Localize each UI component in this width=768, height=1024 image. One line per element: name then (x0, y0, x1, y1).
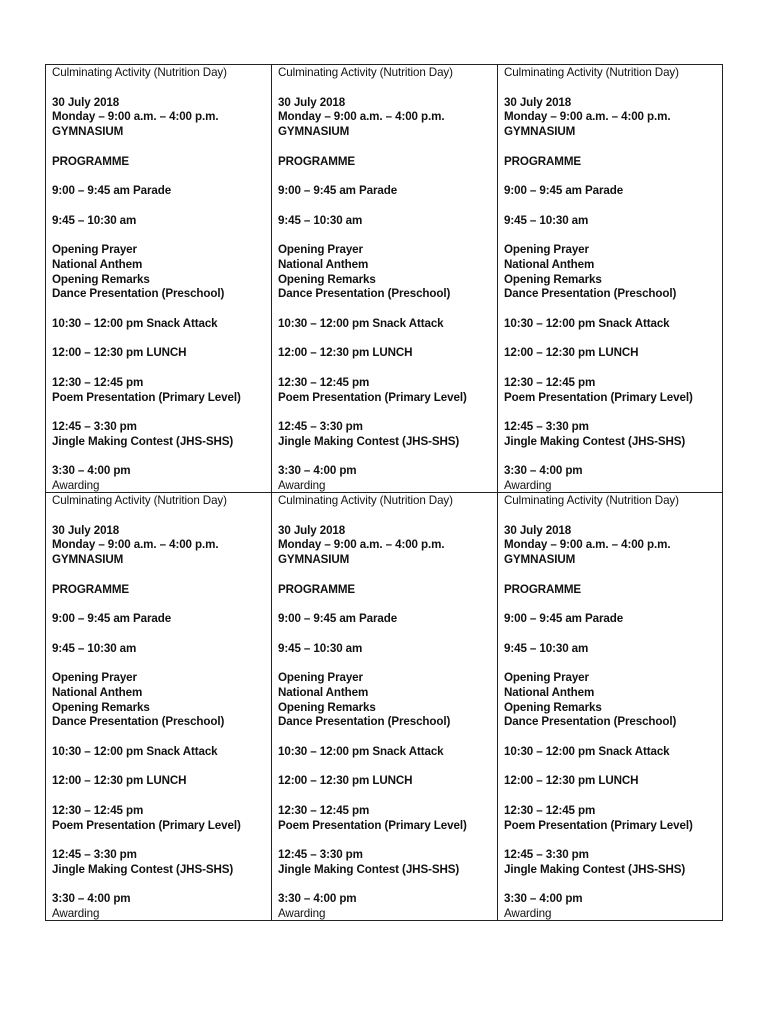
spacer (504, 332, 718, 347)
snack-item (278, 745, 491, 760)
poem-label: Poem Presentation (Primary Level) (504, 818, 693, 832)
spacer (278, 597, 491, 612)
jingle-label: Jingle Making Contest (JHS-SHS) (504, 434, 686, 448)
snack-label: Snack Attack (372, 744, 444, 758)
event-time: Monday – 9:00 a.m. – 4:00 p.m. (278, 110, 445, 124)
programme-card (46, 493, 271, 921)
snack-time: 10:30 – 12:00 pm (278, 744, 370, 758)
event-venue: GYMNASIUM (278, 125, 350, 138)
spacer (52, 789, 265, 804)
programme-heading: PROGRAMME (52, 582, 130, 596)
programme-heading: PROGRAMME (278, 154, 356, 168)
spacer (504, 228, 718, 243)
slot2-time: 9:45 – 10:30 am (278, 213, 363, 227)
awarding-label: Awarding (278, 479, 326, 492)
spacer (278, 199, 491, 214)
opening-remarks: Opening Remarks (504, 700, 602, 714)
opening-prayer: Opening Prayer (278, 671, 363, 684)
awarding-label: Awarding (504, 479, 552, 492)
dance-presentation: Dance Presentation (Preschool) (504, 715, 677, 729)
lunch-label: LUNCH (598, 774, 639, 788)
spacer (504, 140, 718, 155)
spacer (504, 730, 718, 745)
awarding-time: 3:30 – 4:00 pm (52, 892, 131, 906)
jingle-time: 12:45 – 3:30 pm (52, 420, 137, 433)
event-title: Culminating Activity (Nutrition Day) (52, 494, 227, 507)
spacer (278, 878, 491, 893)
programme-card (498, 493, 724, 921)
parade-time: 9:00 – 9:45 am (504, 612, 582, 625)
parade-label: Parade (359, 612, 398, 625)
snack-time: 10:30 – 12:00 pm (52, 744, 144, 758)
spacer (504, 656, 718, 671)
programme-heading: PROGRAMME (52, 154, 130, 168)
snack-label: Snack Attack (372, 316, 444, 330)
spacer (278, 760, 491, 775)
spacer (504, 361, 718, 376)
spacer (278, 730, 491, 745)
opening-remarks: Opening Remarks (278, 272, 376, 286)
spacer (278, 140, 491, 155)
jingle-time: 12:45 – 3:30 pm (504, 848, 589, 861)
poem-time: 12:30 – 12:45 pm (278, 803, 370, 817)
poem-time: 12:30 – 12:45 pm (52, 803, 144, 817)
spacer (52, 509, 265, 524)
spacer (504, 405, 718, 420)
poem-time: 12:30 – 12:45 pm (278, 375, 370, 389)
snack-item (504, 745, 718, 760)
awarding-label: Awarding (52, 479, 100, 492)
spacer (278, 169, 491, 184)
opening-prayer: Opening Prayer (504, 671, 589, 684)
spacer (52, 833, 265, 848)
awarding-label: Awarding (278, 907, 326, 920)
jingle-label: Jingle Making Contest (JHS-SHS) (278, 862, 460, 876)
spacer (504, 627, 718, 642)
event-date: 30 July 2018 (504, 95, 572, 109)
spacer (52, 450, 265, 465)
opening-prayer: Opening Prayer (504, 243, 589, 256)
opening-prayer: Opening Prayer (52, 671, 137, 684)
parade-label: Parade (133, 612, 172, 625)
slot2-time: 9:45 – 10:30 am (278, 641, 363, 655)
snack-item (278, 317, 491, 332)
event-date: 30 July 2018 (504, 523, 572, 537)
programme-heading: PROGRAMME (504, 154, 582, 168)
spacer (52, 81, 265, 96)
spacer (278, 361, 491, 376)
spacer (504, 789, 718, 804)
event-date: 30 July 2018 (52, 523, 120, 537)
event-venue: GYMNASIUM (504, 553, 576, 566)
spacer (278, 789, 491, 804)
spacer (52, 405, 265, 420)
spacer (52, 568, 265, 583)
parade-label: Parade (585, 612, 624, 625)
jingle-time: 12:45 – 3:30 pm (278, 848, 363, 861)
dance-presentation: Dance Presentation (Preschool) (52, 715, 225, 729)
national-anthem: National Anthem (504, 685, 595, 699)
national-anthem: National Anthem (504, 257, 595, 271)
snack-label: Snack Attack (146, 316, 218, 330)
parade-time: 9:00 – 9:45 am (52, 612, 130, 625)
opening-prayer: Opening Prayer (278, 243, 363, 256)
parade-label: Parade (133, 184, 172, 197)
spacer (504, 450, 718, 465)
event-title: Culminating Activity (Nutrition Day) (504, 66, 679, 79)
programme-heading: PROGRAMME (504, 582, 582, 596)
dance-presentation: Dance Presentation (Preschool) (278, 715, 451, 729)
programme-card (46, 65, 271, 492)
spacer (278, 302, 491, 317)
parade-label: Parade (359, 184, 398, 197)
event-date: 30 July 2018 (52, 95, 120, 109)
snack-item (52, 317, 265, 332)
lunch-label: LUNCH (598, 346, 639, 360)
spacer (52, 302, 265, 317)
spacer (504, 169, 718, 184)
poem-label: Poem Presentation (Primary Level) (278, 390, 467, 404)
lunch-item (52, 774, 265, 789)
dance-presentation: Dance Presentation (Preschool) (278, 287, 451, 301)
programme-card (272, 65, 497, 492)
lunch-time: 12:00 – 12:30 pm (52, 346, 144, 360)
national-anthem: National Anthem (278, 257, 369, 271)
spacer (52, 627, 265, 642)
slot2-time: 9:45 – 10:30 am (52, 213, 137, 227)
spacer (278, 656, 491, 671)
spacer (504, 199, 718, 214)
slot2-time: 9:45 – 10:30 am (52, 641, 137, 655)
spacer (52, 656, 265, 671)
event-venue: GYMNASIUM (278, 553, 350, 566)
dance-presentation: Dance Presentation (Preschool) (52, 287, 225, 301)
event-venue: GYMNASIUM (52, 125, 124, 138)
event-time: Monday – 9:00 a.m. – 4:00 p.m. (52, 110, 219, 124)
opening-remarks: Opening Remarks (278, 700, 376, 714)
poem-label: Poem Presentation (Primary Level) (504, 390, 693, 404)
lunch-time: 12:00 – 12:30 pm (278, 346, 370, 360)
lunch-time: 12:00 – 12:30 pm (52, 774, 144, 788)
event-title: Culminating Activity (Nutrition Day) (52, 66, 227, 79)
spacer (504, 760, 718, 775)
spacer (52, 199, 265, 214)
spacer (278, 509, 491, 524)
snack-label: Snack Attack (598, 316, 670, 330)
poem-time: 12:30 – 12:45 pm (504, 375, 596, 389)
poem-label: Poem Presentation (Primary Level) (52, 390, 241, 404)
spacer (52, 228, 265, 243)
spacer (278, 81, 491, 96)
parade-time: 9:00 – 9:45 am (278, 612, 356, 625)
parade-item (504, 184, 718, 199)
spacer (504, 302, 718, 317)
event-title: Culminating Activity (Nutrition Day) (504, 494, 679, 507)
spacer (504, 509, 718, 524)
opening-remarks: Opening Remarks (52, 700, 150, 714)
spacer (504, 568, 718, 583)
event-date: 30 July 2018 (278, 95, 346, 109)
spacer (278, 405, 491, 420)
lunch-label: LUNCH (146, 346, 187, 360)
parade-item (278, 612, 491, 627)
spacer (52, 140, 265, 155)
jingle-time: 12:45 – 3:30 pm (278, 420, 363, 433)
event-venue: GYMNASIUM (504, 125, 576, 138)
lunch-item (504, 346, 718, 361)
parade-time: 9:00 – 9:45 am (52, 184, 130, 197)
spacer (52, 730, 265, 745)
jingle-label: Jingle Making Contest (JHS-SHS) (52, 434, 234, 448)
parade-item (52, 612, 265, 627)
snack-item (52, 745, 265, 760)
opening-remarks: Opening Remarks (504, 272, 602, 286)
spacer (504, 833, 718, 848)
event-title: Culminating Activity (Nutrition Day) (278, 66, 453, 79)
jingle-time: 12:45 – 3:30 pm (504, 420, 589, 433)
lunch-time: 12:00 – 12:30 pm (504, 774, 596, 788)
parade-label: Parade (585, 184, 624, 197)
national-anthem: National Anthem (278, 685, 369, 699)
spacer (504, 81, 718, 96)
spacer (52, 361, 265, 376)
lunch-item (278, 774, 491, 789)
dance-presentation: Dance Presentation (Preschool) (504, 287, 677, 301)
poem-label: Poem Presentation (Primary Level) (278, 818, 467, 832)
event-time: Monday – 9:00 a.m. – 4:00 p.m. (504, 538, 671, 552)
event-time: Monday – 9:00 a.m. – 4:00 p.m. (278, 538, 445, 552)
programme-heading: PROGRAMME (278, 582, 356, 596)
awarding-label: Awarding (52, 907, 100, 920)
snack-time: 10:30 – 12:00 pm (504, 316, 596, 330)
poem-label: Poem Presentation (Primary Level) (52, 818, 241, 832)
parade-time: 9:00 – 9:45 am (278, 184, 356, 197)
lunch-item (278, 346, 491, 361)
snack-label: Snack Attack (146, 744, 218, 758)
parade-item (52, 184, 265, 199)
spacer (504, 878, 718, 893)
programme-card (498, 65, 724, 492)
jingle-time: 12:45 – 3:30 pm (52, 848, 137, 861)
parade-time: 9:00 – 9:45 am (504, 184, 582, 197)
programme-card (272, 493, 497, 921)
parade-item (504, 612, 718, 627)
spacer (52, 597, 265, 612)
awarding-time: 3:30 – 4:00 pm (278, 892, 357, 906)
event-time: Monday – 9:00 a.m. – 4:00 p.m. (52, 538, 219, 552)
jingle-label: Jingle Making Contest (JHS-SHS) (278, 434, 460, 448)
poem-time: 12:30 – 12:45 pm (52, 375, 144, 389)
jingle-label: Jingle Making Contest (JHS-SHS) (504, 862, 686, 876)
spacer (278, 833, 491, 848)
awarding-time: 3:30 – 4:00 pm (504, 464, 583, 478)
opening-prayer: Opening Prayer (52, 243, 137, 256)
event-venue: GYMNASIUM (52, 553, 124, 566)
national-anthem: National Anthem (52, 257, 143, 271)
national-anthem: National Anthem (52, 685, 143, 699)
poem-time: 12:30 – 12:45 pm (504, 803, 596, 817)
spacer (504, 597, 718, 612)
lunch-label: LUNCH (372, 774, 413, 788)
snack-time: 10:30 – 12:00 pm (278, 316, 370, 330)
spacer (278, 568, 491, 583)
awarding-time: 3:30 – 4:00 pm (278, 464, 357, 478)
awarding-label: Awarding (504, 907, 552, 920)
spacer (278, 332, 491, 347)
spacer (52, 332, 265, 347)
opening-remarks: Opening Remarks (52, 272, 150, 286)
spacer (278, 228, 491, 243)
awarding-time: 3:30 – 4:00 pm (52, 464, 131, 478)
spacer (52, 169, 265, 184)
spacer (52, 760, 265, 775)
lunch-time: 12:00 – 12:30 pm (504, 346, 596, 360)
slot2-time: 9:45 – 10:30 am (504, 641, 589, 655)
snack-time: 10:30 – 12:00 pm (504, 744, 596, 758)
event-date: 30 July 2018 (278, 523, 346, 537)
lunch-item (52, 346, 265, 361)
lunch-item (504, 774, 718, 789)
slot2-time: 9:45 – 10:30 am (504, 213, 589, 227)
programme-table (45, 64, 723, 921)
lunch-label: LUNCH (146, 774, 187, 788)
snack-item (504, 317, 718, 332)
parade-item (278, 184, 491, 199)
snack-label: Snack Attack (598, 744, 670, 758)
event-time: Monday – 9:00 a.m. – 4:00 p.m. (504, 110, 671, 124)
event-title: Culminating Activity (Nutrition Day) (278, 494, 453, 507)
spacer (278, 627, 491, 642)
lunch-time: 12:00 – 12:30 pm (278, 774, 370, 788)
snack-time: 10:30 – 12:00 pm (52, 316, 144, 330)
lunch-label: LUNCH (372, 346, 413, 360)
jingle-label: Jingle Making Contest (JHS-SHS) (52, 862, 234, 876)
spacer (278, 450, 491, 465)
awarding-time: 3:30 – 4:00 pm (504, 892, 583, 906)
spacer (52, 878, 265, 893)
